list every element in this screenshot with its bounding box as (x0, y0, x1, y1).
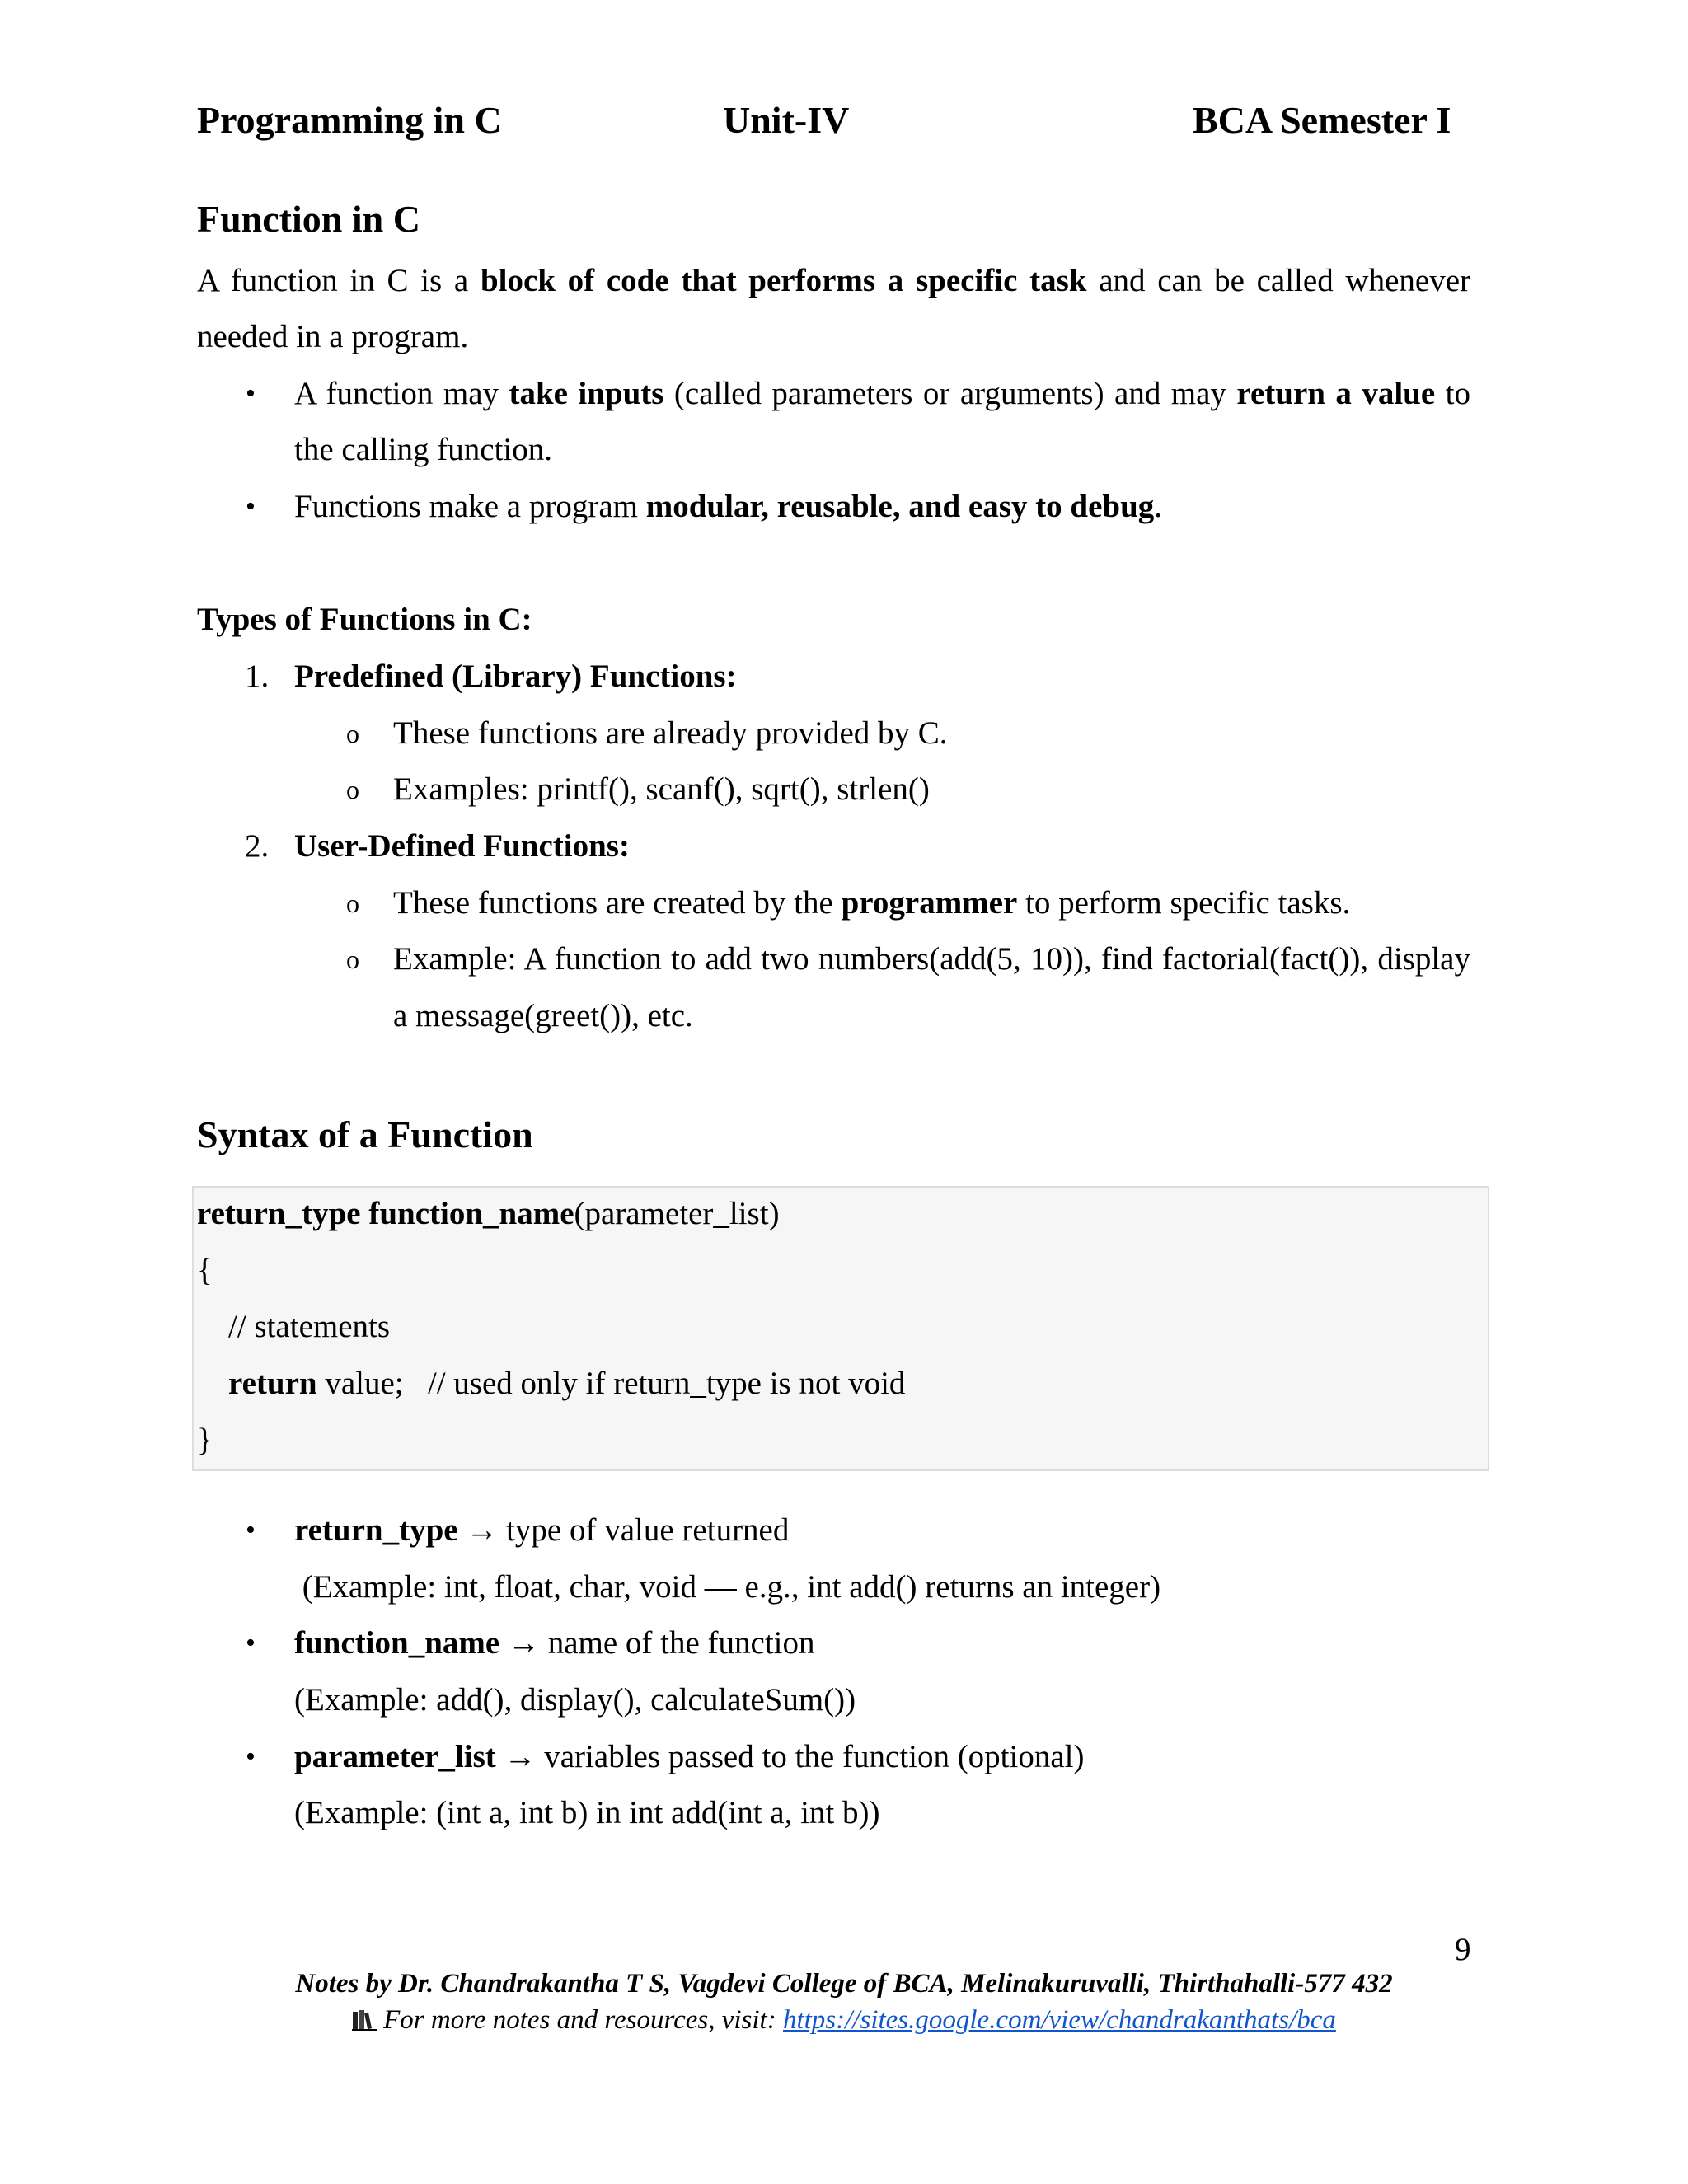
bullet-marker: • (246, 1741, 256, 1772)
code-signature: return_type function_name(parameter_list) (197, 1196, 780, 1231)
explain-function-name: function_name → name of the function (294, 1625, 815, 1661)
footer-author: Notes by Dr. Chandrakantha T S, Vagdevi College of BCA, Melinakuruvalli, Thirthahalli-577 432 (295, 1969, 1393, 1999)
intro-paragraph-line2: needed in a program. (197, 319, 469, 354)
list-number: 2. (245, 828, 270, 864)
code-return-line: return value; // used only if return_type is not void (228, 1366, 906, 1401)
bullet-modular: Functions make a program modular, reusable, and easy to debug. (294, 489, 1163, 524)
bullet-marker: • (246, 491, 256, 522)
type-user-defined-label: User-Defined Functions: (294, 828, 630, 864)
section-title-syntax: Syntax of a Function (197, 1113, 533, 1155)
bullet-function-inputs-cont: the calling function. (294, 432, 552, 467)
user-defined-desc: These functions are created by the programmer to perform specific tasks. (393, 885, 1351, 921)
code-comment: // statements (228, 1309, 391, 1344)
sub-bullet-marker: o (346, 944, 359, 974)
explain-parameter-list: parameter_list → variables passed to the function (optional) (294, 1739, 1085, 1774)
footer-link[interactable]: https://sites.google.com/view/chandrakanthats/bca (782, 2005, 1336, 2035)
footer-resources: For more notes and resources, visit: https://sites.google.com/view/chandrakanthats/bca (0, 2002, 1688, 2038)
predefined-examples: Examples: printf(), scanf(), sqrt(), strlen() (393, 771, 930, 807)
explain-parameter-list-example: (Example: (int a, int b) in int add(int a, int b)) (294, 1795, 880, 1830)
bullet-marker: • (246, 1628, 256, 1658)
predefined-desc: These functions are already provided by C. (393, 715, 948, 751)
bullet-function-inputs: A function may take inputs (called parameters or arguments) and may return a value to (294, 376, 1470, 411)
books-icon (352, 2004, 377, 2026)
type-predefined-label: Predefined (Library) Functions: (294, 658, 737, 694)
bullet-marker: • (246, 1515, 256, 1545)
intro-paragraph-line1: A function in C is a block of code that performs a specific task and can be called whenever (197, 263, 1470, 298)
user-defined-example-cont: a message(greet()), etc. (393, 998, 693, 1033)
page-number: 9 (1455, 1932, 1471, 1967)
header-unit: Unit-IV (723, 99, 850, 141)
sub-bullet-marker: o (346, 775, 359, 804)
sub-bullet-marker: o (346, 719, 359, 748)
code-open-brace: { (197, 1253, 213, 1288)
explain-function-name-example: (Example: add(), display(), calculateSum()) (294, 1682, 856, 1718)
types-heading: Types of Functions in C: (197, 602, 532, 637)
code-close-brace: } (197, 1422, 213, 1458)
explain-return-type-example: (Example: int, float, char, void — e.g., int add() returns an integer) (294, 1569, 1161, 1605)
bullet-marker: • (246, 378, 256, 409)
header-subject: Programming in C (197, 99, 502, 141)
list-number: 1. (245, 658, 270, 694)
explain-return-type: return_type → type of value returned (294, 1512, 790, 1548)
header-semester: BCA Semester I (1193, 99, 1451, 141)
user-defined-example: Example: A function to add two numbers(add(5, 10)), find factorial(fact()), display (393, 941, 1470, 977)
section-title-function-in-c: Function in C (197, 198, 420, 240)
sub-bullet-marker: o (346, 888, 359, 918)
